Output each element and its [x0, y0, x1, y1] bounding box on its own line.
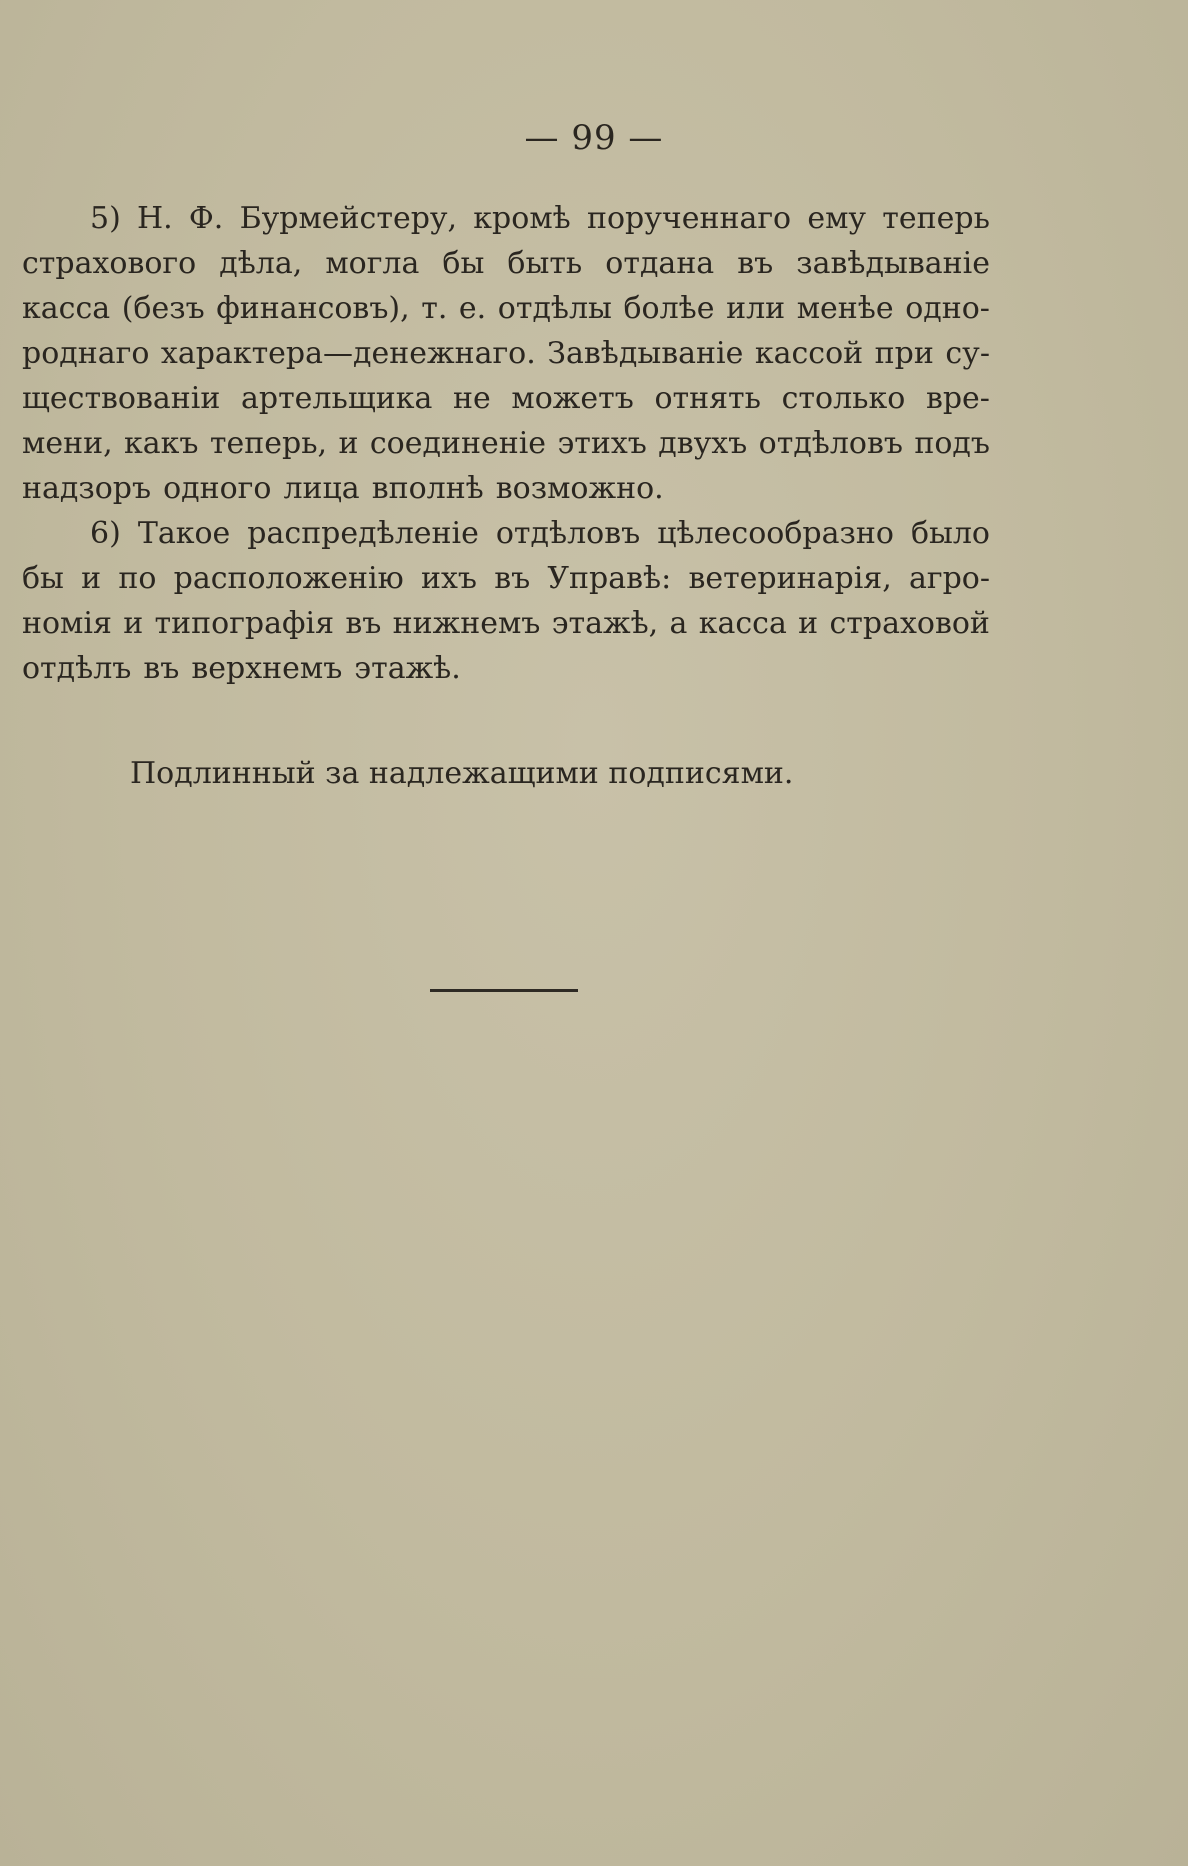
- word: не: [453, 381, 491, 416]
- word: при: [874, 336, 934, 371]
- word: въ: [737, 246, 774, 281]
- closing-rule: [430, 989, 578, 992]
- word: Такое: [137, 516, 231, 551]
- word: Ф.: [188, 201, 224, 236]
- word: и: [81, 561, 102, 596]
- word: Н.: [137, 201, 173, 236]
- word: въ: [143, 651, 180, 686]
- word: мени,: [22, 426, 113, 461]
- word: а: [669, 606, 688, 641]
- word: кассой: [754, 336, 864, 371]
- word: завѣдываніе: [796, 246, 990, 281]
- word: было: [910, 516, 990, 551]
- text-line: [22, 376, 990, 421]
- word: роднаго: [22, 336, 150, 371]
- word: теперь: [882, 201, 990, 236]
- word: бы: [442, 246, 485, 281]
- word: одно-: [905, 291, 990, 326]
- word: и: [338, 426, 359, 461]
- word: менѣе: [796, 291, 894, 326]
- word: нижнемъ: [392, 606, 541, 641]
- word: страхового: [22, 246, 197, 281]
- word: т.: [421, 291, 448, 326]
- word: ихъ: [420, 561, 477, 596]
- word: надзоръ: [22, 471, 152, 506]
- word: могла: [325, 246, 420, 281]
- paragraph-6: [22, 511, 990, 691]
- word: 5): [90, 201, 121, 236]
- word: касса: [22, 291, 111, 326]
- text-line: [22, 286, 990, 331]
- word: въ: [345, 606, 382, 641]
- word: цѣлесообразно: [657, 516, 894, 551]
- text-line: [22, 466, 990, 511]
- word: вре-: [925, 381, 990, 416]
- word: Бурмейстеру,: [239, 201, 458, 236]
- text-line: [22, 556, 990, 601]
- word: артельщика: [241, 381, 433, 416]
- signature-note: Подлинный за надлежащими подписями.: [130, 756, 794, 791]
- word: быть: [507, 246, 583, 281]
- word: отдѣловъ: [495, 516, 641, 551]
- word: двухъ: [658, 426, 748, 461]
- word: типографія: [154, 606, 335, 641]
- word: какъ: [124, 426, 199, 461]
- word: страховой: [829, 606, 990, 641]
- word: въ: [494, 561, 531, 596]
- word: теперь,: [209, 426, 328, 461]
- word: по: [118, 561, 157, 596]
- word: су-: [945, 336, 990, 371]
- word: номія: [22, 606, 112, 641]
- word: ему: [807, 201, 867, 236]
- word: бы: [22, 561, 64, 596]
- text-line: [22, 196, 990, 241]
- word: отдана: [605, 246, 715, 281]
- word: или: [726, 291, 786, 326]
- text-line: [22, 601, 990, 646]
- word: 6): [90, 516, 121, 551]
- word: ществованіи: [22, 381, 221, 416]
- text-line: [22, 646, 990, 691]
- word: кромѣ: [473, 201, 571, 236]
- word: отнять: [654, 381, 761, 416]
- word: и: [123, 606, 144, 641]
- word: и: [798, 606, 819, 641]
- word: лица: [283, 471, 360, 506]
- word: столько: [781, 381, 906, 416]
- word: Завѣдываніе: [547, 336, 744, 371]
- page-number: — 99 —: [524, 118, 664, 158]
- word: этажѣ,: [551, 606, 659, 641]
- word: болѣе: [623, 291, 715, 326]
- text-line: [22, 241, 990, 286]
- text-line: [22, 421, 990, 466]
- word: этажѣ.: [354, 651, 461, 686]
- word: ветеринарія,: [688, 561, 892, 596]
- body-text: [22, 196, 990, 691]
- word: соединеніе: [369, 426, 547, 461]
- word: распредѣленіе: [247, 516, 479, 551]
- word: отдѣловъ: [758, 426, 903, 461]
- word: дѣла,: [219, 246, 303, 281]
- word: агро-: [908, 561, 990, 596]
- word: Управѣ:: [547, 561, 672, 596]
- word: финансовъ),: [216, 291, 410, 326]
- word: порученнаго: [586, 201, 792, 236]
- word: отдѣлъ: [22, 651, 132, 686]
- word: отдѣлы: [497, 291, 612, 326]
- word: одного: [163, 471, 272, 506]
- word: вполнѣ: [371, 471, 484, 506]
- paragraph-5: [22, 196, 990, 511]
- text-line: [22, 331, 990, 376]
- word: е.: [458, 291, 487, 326]
- text-line: [22, 511, 990, 556]
- word: (безъ: [121, 291, 205, 326]
- word: можетъ: [511, 381, 634, 416]
- word: характера—денежнаго.: [160, 336, 536, 371]
- word: подъ: [914, 426, 990, 461]
- word: возможно.: [495, 471, 664, 506]
- word: расположенію: [173, 561, 404, 596]
- word: этихъ: [557, 426, 647, 461]
- word: верхнемъ: [191, 651, 343, 686]
- word: касса: [698, 606, 787, 641]
